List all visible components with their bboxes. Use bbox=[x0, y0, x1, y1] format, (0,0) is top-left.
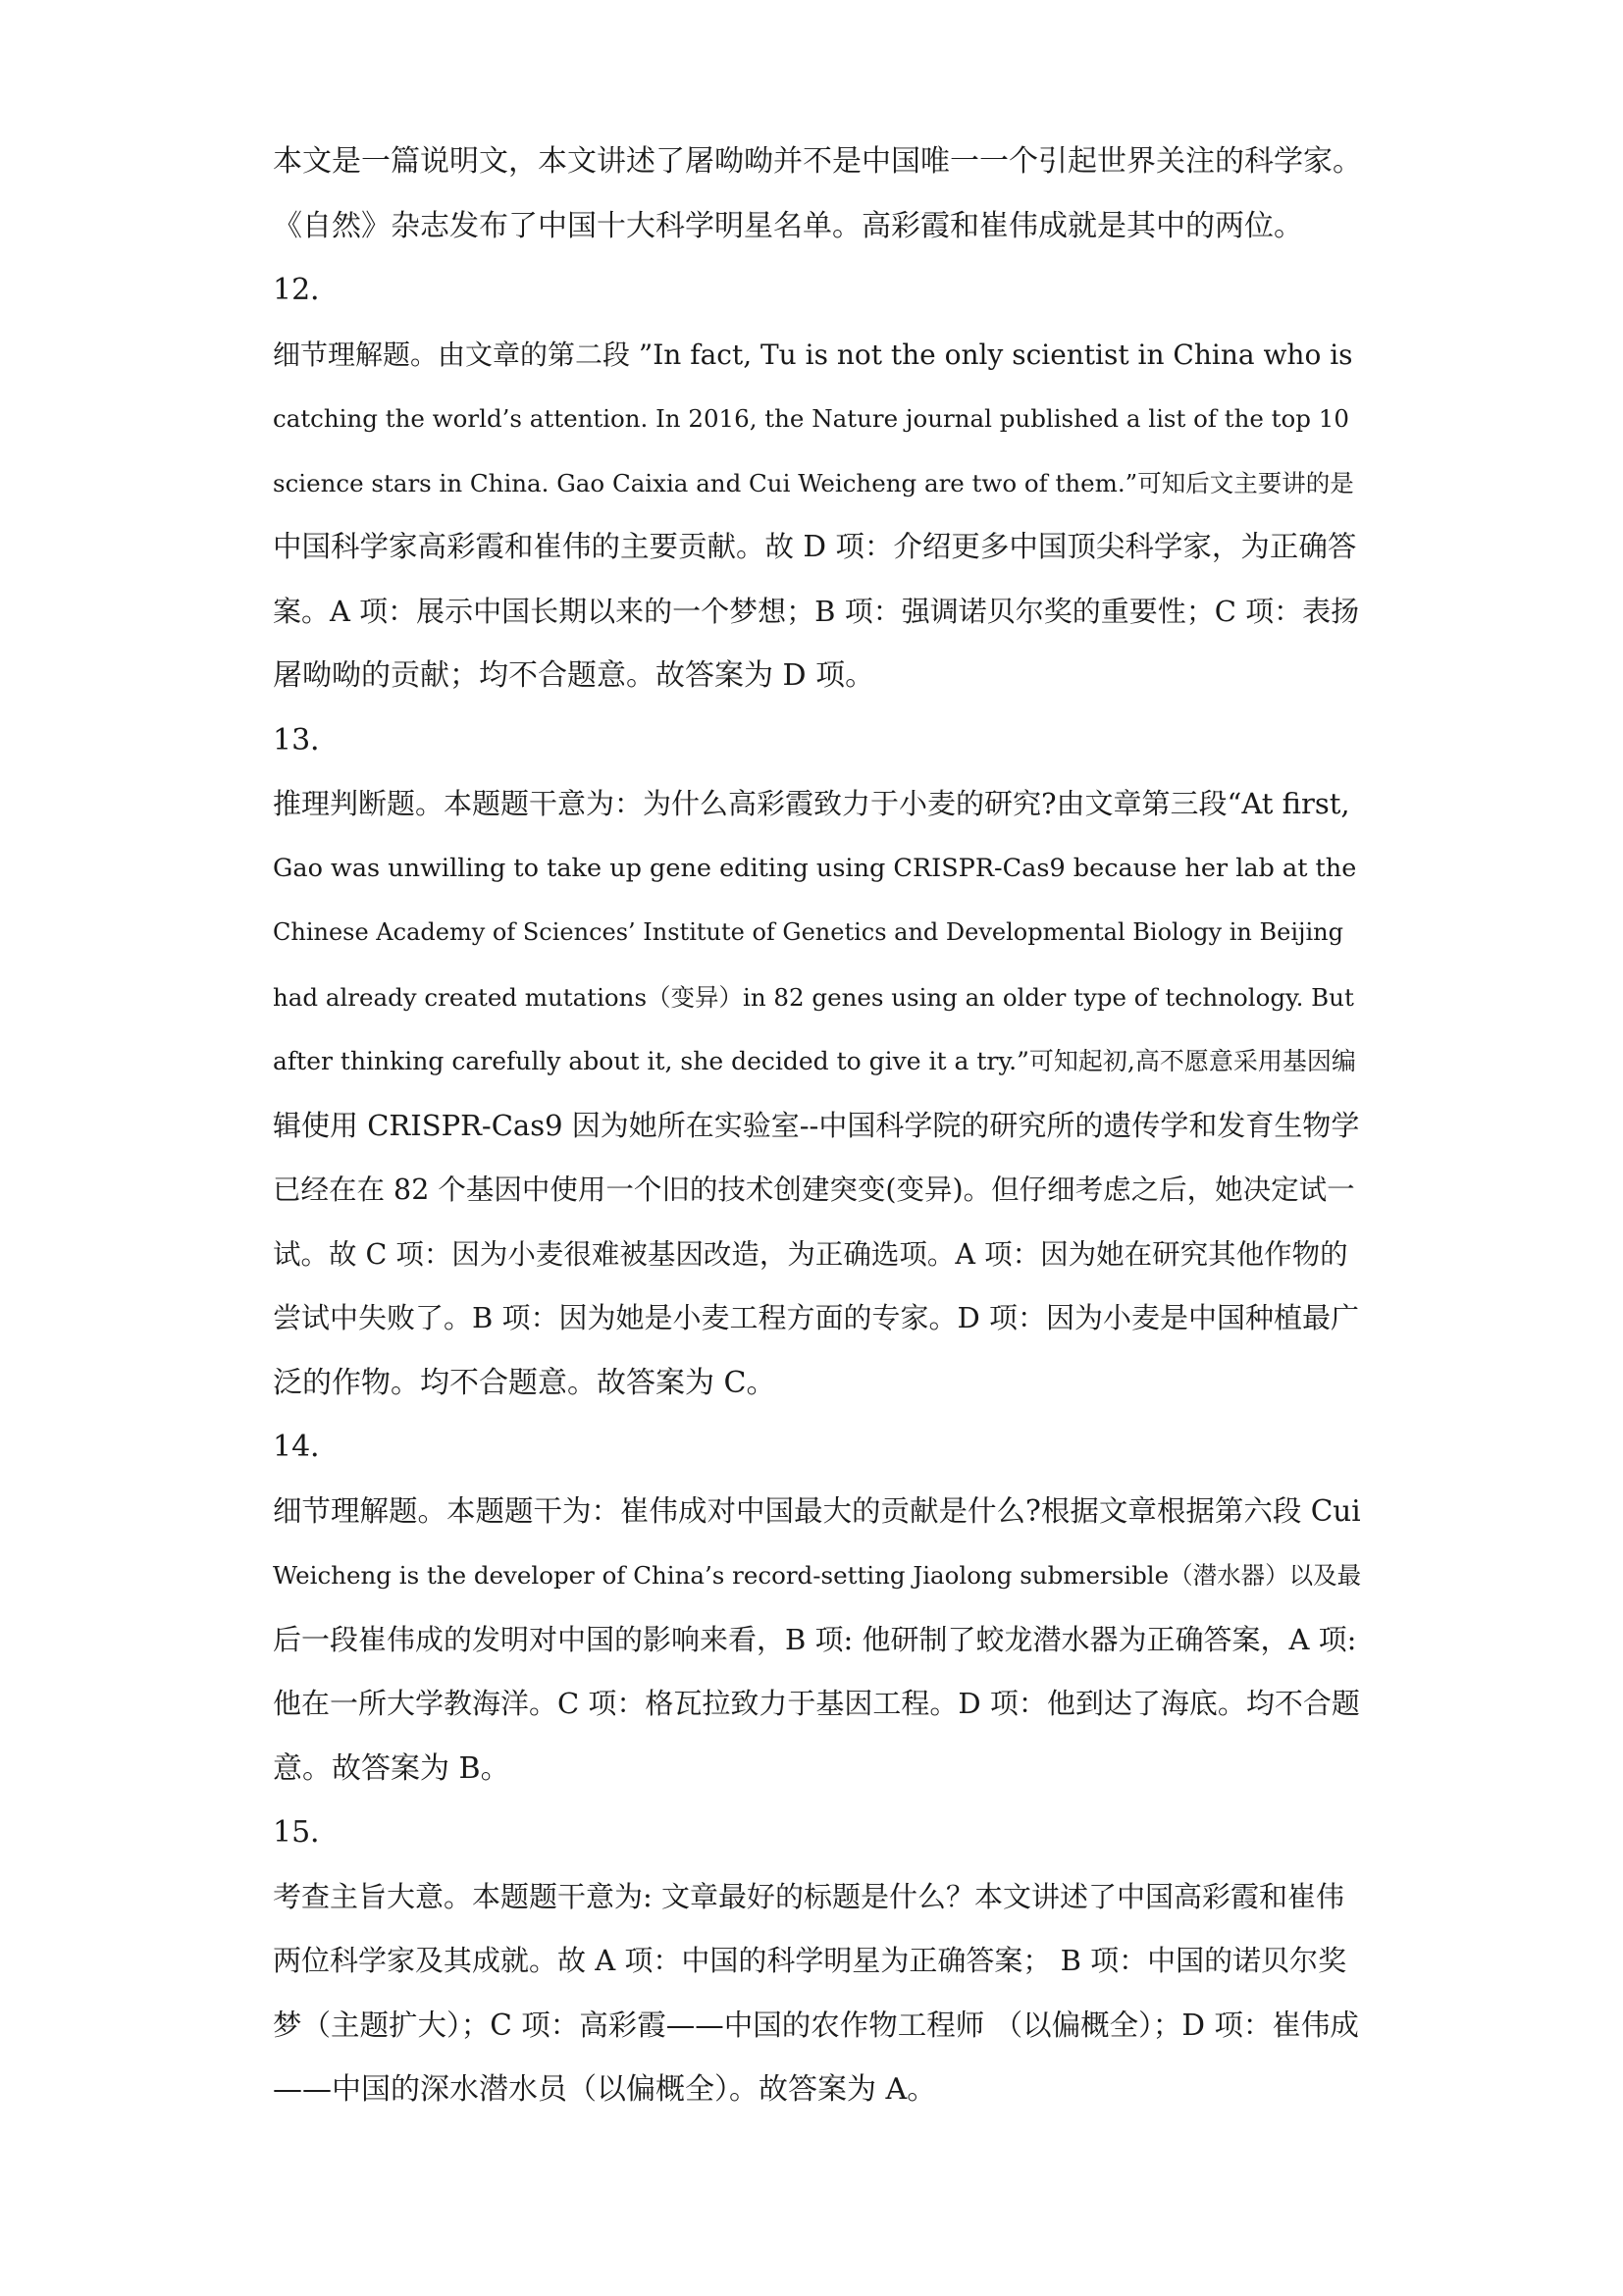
answer-12-line-4: 中国科学家高彩霞和崔伟的主要贡献。故 D 项：介绍更多中国顶尖科学家，为正确答 bbox=[273, 530, 1357, 563]
answer-12-line-3: science stars in China. Gao Caixia and Cui Weicheng are two of them.”可知后文主要讲的是 bbox=[273, 468, 1354, 497]
document-page bbox=[273, 130, 1362, 2122]
answer-13-line-3: Chinese Academy of Sciences’ Institute of Genetics and Developmental Biology in Beijing bbox=[273, 918, 1343, 946]
answer-13-line-1: 推理判断题。本题题干意为：为什么高彩霞致力于小麦的研究?由文章第三段“At first, bbox=[273, 787, 1350, 820]
answer-13-line-10: 泛的作物。均不合题意。故答案为 C。 bbox=[273, 1365, 776, 1400]
answer-14-line-2: Weicheng is the developer of China’s record-setting Jiaolong submersible（潜水器）以及最 bbox=[273, 1561, 1362, 1590]
answer-15-line-1: 考查主旨大意。本题题干意为: 文章最好的标题是什么？本文讲述了中国高彩霞和崔伟 bbox=[273, 1879, 1344, 1913]
answer-13-line-2: Gao was unwilling to take up gene editing using CRISPR-Cas9 because her lab at the bbox=[273, 853, 1357, 883]
summary-line-2: 《自然》杂志发布了中国十大科学明星名单。高彩霞和崔伟成就是其中的两位。 bbox=[273, 208, 1303, 243]
answer-13-line-7: 已经在在 82 个基因中使用一个旧的技术创建突变(变异)。但仔细考虑之后，她决定试一 bbox=[273, 1174, 1355, 1206]
answer-12-line-1: 细节理解题。由文章的第二段 ”In fact, Tu is not the only scientist in China who is bbox=[273, 338, 1353, 371]
answer-14-line-1: 细节理解题。本题题干为：崔伟成对中国最大的贡献是什么?根据文章根据第六段 Cui bbox=[273, 1493, 1361, 1528]
answer-12-line-6: 屠呦呦的贡献；均不合题意。故答案为 D 项。 bbox=[273, 658, 875, 693]
answer-15-line-3: 梦（主题扩大）；C 项：高彩霞——中国的农作物工程师 （以偏概全）；D 项：崔伟成 bbox=[273, 2008, 1359, 2042]
question-number-15: 15． bbox=[273, 1815, 340, 1850]
question-number-12: 12． bbox=[273, 273, 340, 307]
question-number-13: 13． bbox=[273, 722, 340, 757]
answer-14-line-5: 意。故答案为 B。 bbox=[273, 1750, 510, 1786]
answer-13-line-8: 试。故 C 项：因为小麦很难被基因改造，为正确选项。A 项：因为她在研究其他作物的 bbox=[273, 1237, 1348, 1271]
question-number-14: 14． bbox=[273, 1430, 340, 1464]
answer-15-line-4: ——中国的深水潜水员（以偏概全）。故答案为 A。 bbox=[273, 2072, 937, 2107]
answer-13-line-9: 尝试中失败了。B 项：因为她是小麦工程方面的专家。D 项：因为小麦是中国种植最广 bbox=[273, 1301, 1360, 1334]
answer-14-line-3: 后一段崔伟成的发明对中国的影响来看，B 项: 他研制了蛟龙潜水器为正确答案，A 项: bbox=[273, 1622, 1357, 1656]
answer-13-line-4: had already created mutations（变异）in 82 genes using an older type of technology. But bbox=[273, 982, 1354, 1012]
answer-12-line-5: 案。A 项：展示中国长期以来的一个梦想；B 项：强调诺贝尔奖的重要性；C 项：表扬 bbox=[273, 594, 1360, 628]
answer-13-line-6: 辑使用 CRISPR-Cas9 因为她所在实验室--中国科学院的研究所的遗传学和发育生物学 bbox=[273, 1108, 1360, 1142]
answer-13-line-5: after thinking carefully about it, she decided to give it a try.”可知起初,高不愿意采用基因编 bbox=[273, 1047, 1356, 1075]
answer-12-line-2: catching the world’s attention. In 2016, the Nature journal published a list of the top 10 bbox=[273, 404, 1349, 433]
summary-line-1: 本文是一篇说明文，本文讲述了屠呦呦并不是中国唯一一个引起世界关注的科学家。 bbox=[273, 144, 1362, 179]
answer-15-line-2: 两位科学家及其成就。故 A 项：中国的科学明星为正确答案； B 项：中国的诺贝尔奖 bbox=[273, 1944, 1347, 1977]
answer-14-line-4: 他在一所大学教海洋。C 项：格瓦拉致力于基因工程。D 项：他到达了海底。均不合题 bbox=[273, 1687, 1360, 1720]
